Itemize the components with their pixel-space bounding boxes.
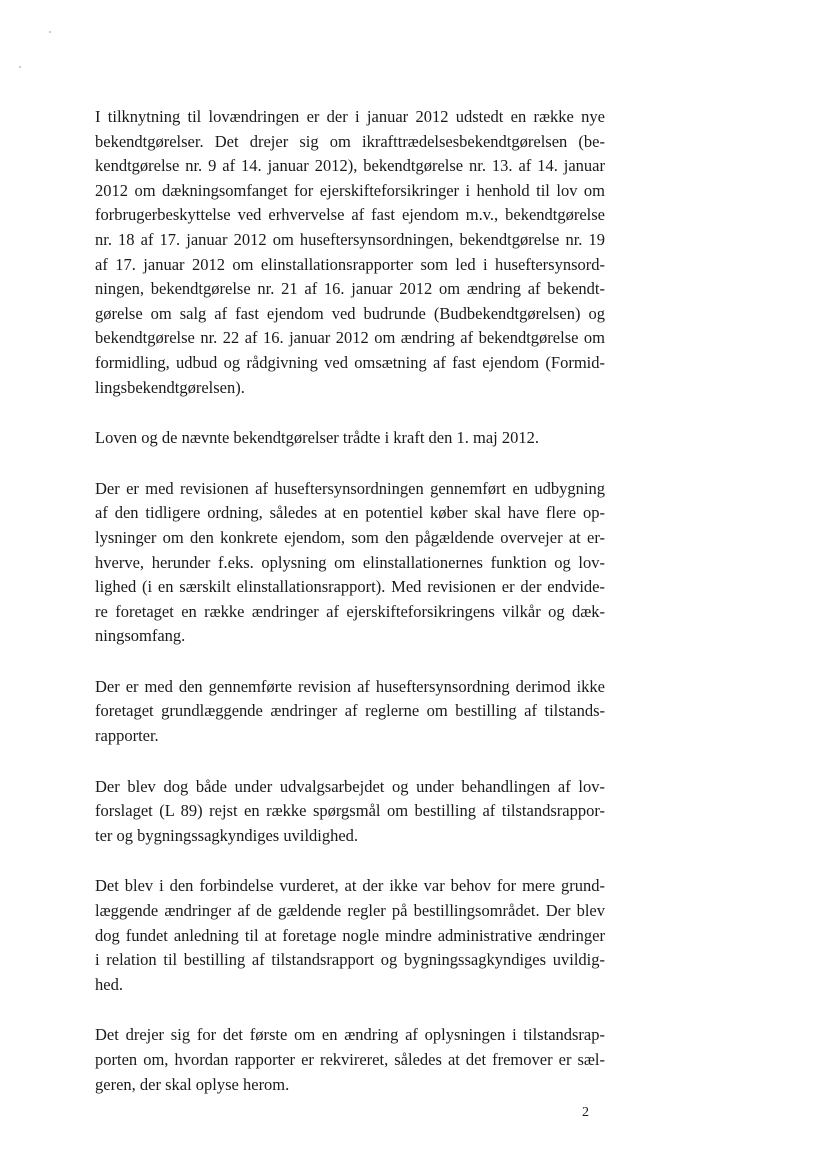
text-line: Der er med den gennemførte revision af huseftersynsordning derimod ikke [95, 676, 605, 696]
page-number: 2 [582, 1105, 589, 1120]
text-line: nr. 18 af 17. januar 2012 om huseftersynsordningen, bekendtgørelse nr. 19 [95, 229, 605, 249]
text-line: af den tidligere ordning, således at en potentiel køber skal have flere op- [95, 503, 605, 523]
paragraph [95, 105, 605, 400]
scan-speck [19, 66, 21, 68]
paragraph [95, 775, 605, 849]
text-line: hed. [95, 974, 123, 994]
paragraph [95, 675, 605, 749]
text-line: Der er med revisionen af huseftersynsordningen gennemført en udbygning [95, 478, 605, 498]
text-line: ningen, bekendtgørelse nr. 21 af 16. januar 2012 om ændring af bekendt- [95, 279, 605, 299]
text-line: kendtgørelse nr. 9 af 14. januar 2012), bekendtgørelse nr. 13. af 14. januar [95, 156, 605, 176]
text-line: dog fundet anledning til at foretage nogle mindre administrative ændringer [95, 925, 605, 945]
text-line: lighed (i en særskilt elinstallationsrapport). Med revisionen er der endvide- [95, 577, 605, 597]
paragraph [95, 477, 605, 649]
text-line: ningsomfang. [95, 626, 186, 646]
text-line: forslaget (L 89) rejst en række spørgsmål om bestilling af tilstandsrappor- [95, 801, 605, 821]
text-line: foretaget grundlæggende ændringer af reglerne om bestilling af tilstands- [95, 701, 605, 721]
text-line: bekendtgørelser. Det drejer sig om ikrafttrædelsesbekendtgørelsen (be- [95, 131, 605, 151]
text-line: Det blev i den forbindelse vurderet, at der ikke var behov for mere grund- [95, 876, 605, 896]
text-line: læggende ændringer af de gældende regler på bestillingsområdet. Der blev [95, 901, 605, 921]
text-line: rapporter. [95, 726, 159, 746]
text-line: geren, der skal oplyse herom. [95, 1074, 290, 1094]
text-line: Det drejer sig for det første om en ændring af oplysningen i tilstandsrap- [95, 1025, 605, 1045]
text-line: porten om, hvordan rapporter er rekvireret, således at det fremover er sæl- [95, 1050, 605, 1069]
scan-speck [49, 31, 51, 33]
text-line: af 17. januar 2012 om elinstallationsrapporter som led i huseftersynsord- [95, 254, 605, 274]
paragraph [95, 1023, 605, 1097]
text-line: lingsbekendtgørelsen). [95, 377, 245, 397]
text-line: ter og bygningssagkyndiges uvildighed. [95, 825, 359, 845]
text-line: re foretaget en række ændringer af ejerskifteforsikringens vilkår og dæk- [95, 601, 605, 621]
text-line: bekendtgørelse nr. 22 af 16. januar 2012 om ændring af bekendtgørelse om [95, 328, 605, 348]
text-line: I tilknytning til lovændringen er der i januar 2012 udstedt en række nye [95, 107, 605, 126]
text-line: Der blev dog både under udvalgsarbejdet og under behandlingen af lov- [95, 776, 605, 796]
text-line: Loven og de nævnte bekendtgørelser trådte i kraft den 1. maj 2012. [95, 428, 539, 448]
text-line: formidling, udbud og rådgivning ved omsætning af fast ejendom (Formid- [95, 352, 605, 372]
text-line: gørelse om salg af fast ejendom ved budrunde (Budbekendtgørelsen) og [95, 303, 605, 323]
body-text [95, 105, 605, 1123]
text-line: forbrugerbeskyttelse ved erhvervelse af fast ejendom m.v., bekendtgørelse [95, 205, 605, 225]
paragraph [95, 874, 605, 997]
text-line: lysninger om den konkrete ejendom, som den pågældende overvejer at er- [95, 527, 605, 547]
text-line: 2012 om dækningsomfanget for ejerskifteforsikringer i henhold til lov om [95, 180, 605, 200]
text-line: i relation til bestilling af tilstandsrapport og bygningssagkyndiges uvildig- [95, 950, 605, 970]
text-line: hverve, herunder f.eks. oplysning om elinstallationernes funktion og lov- [95, 552, 605, 572]
paragraph [95, 426, 605, 451]
